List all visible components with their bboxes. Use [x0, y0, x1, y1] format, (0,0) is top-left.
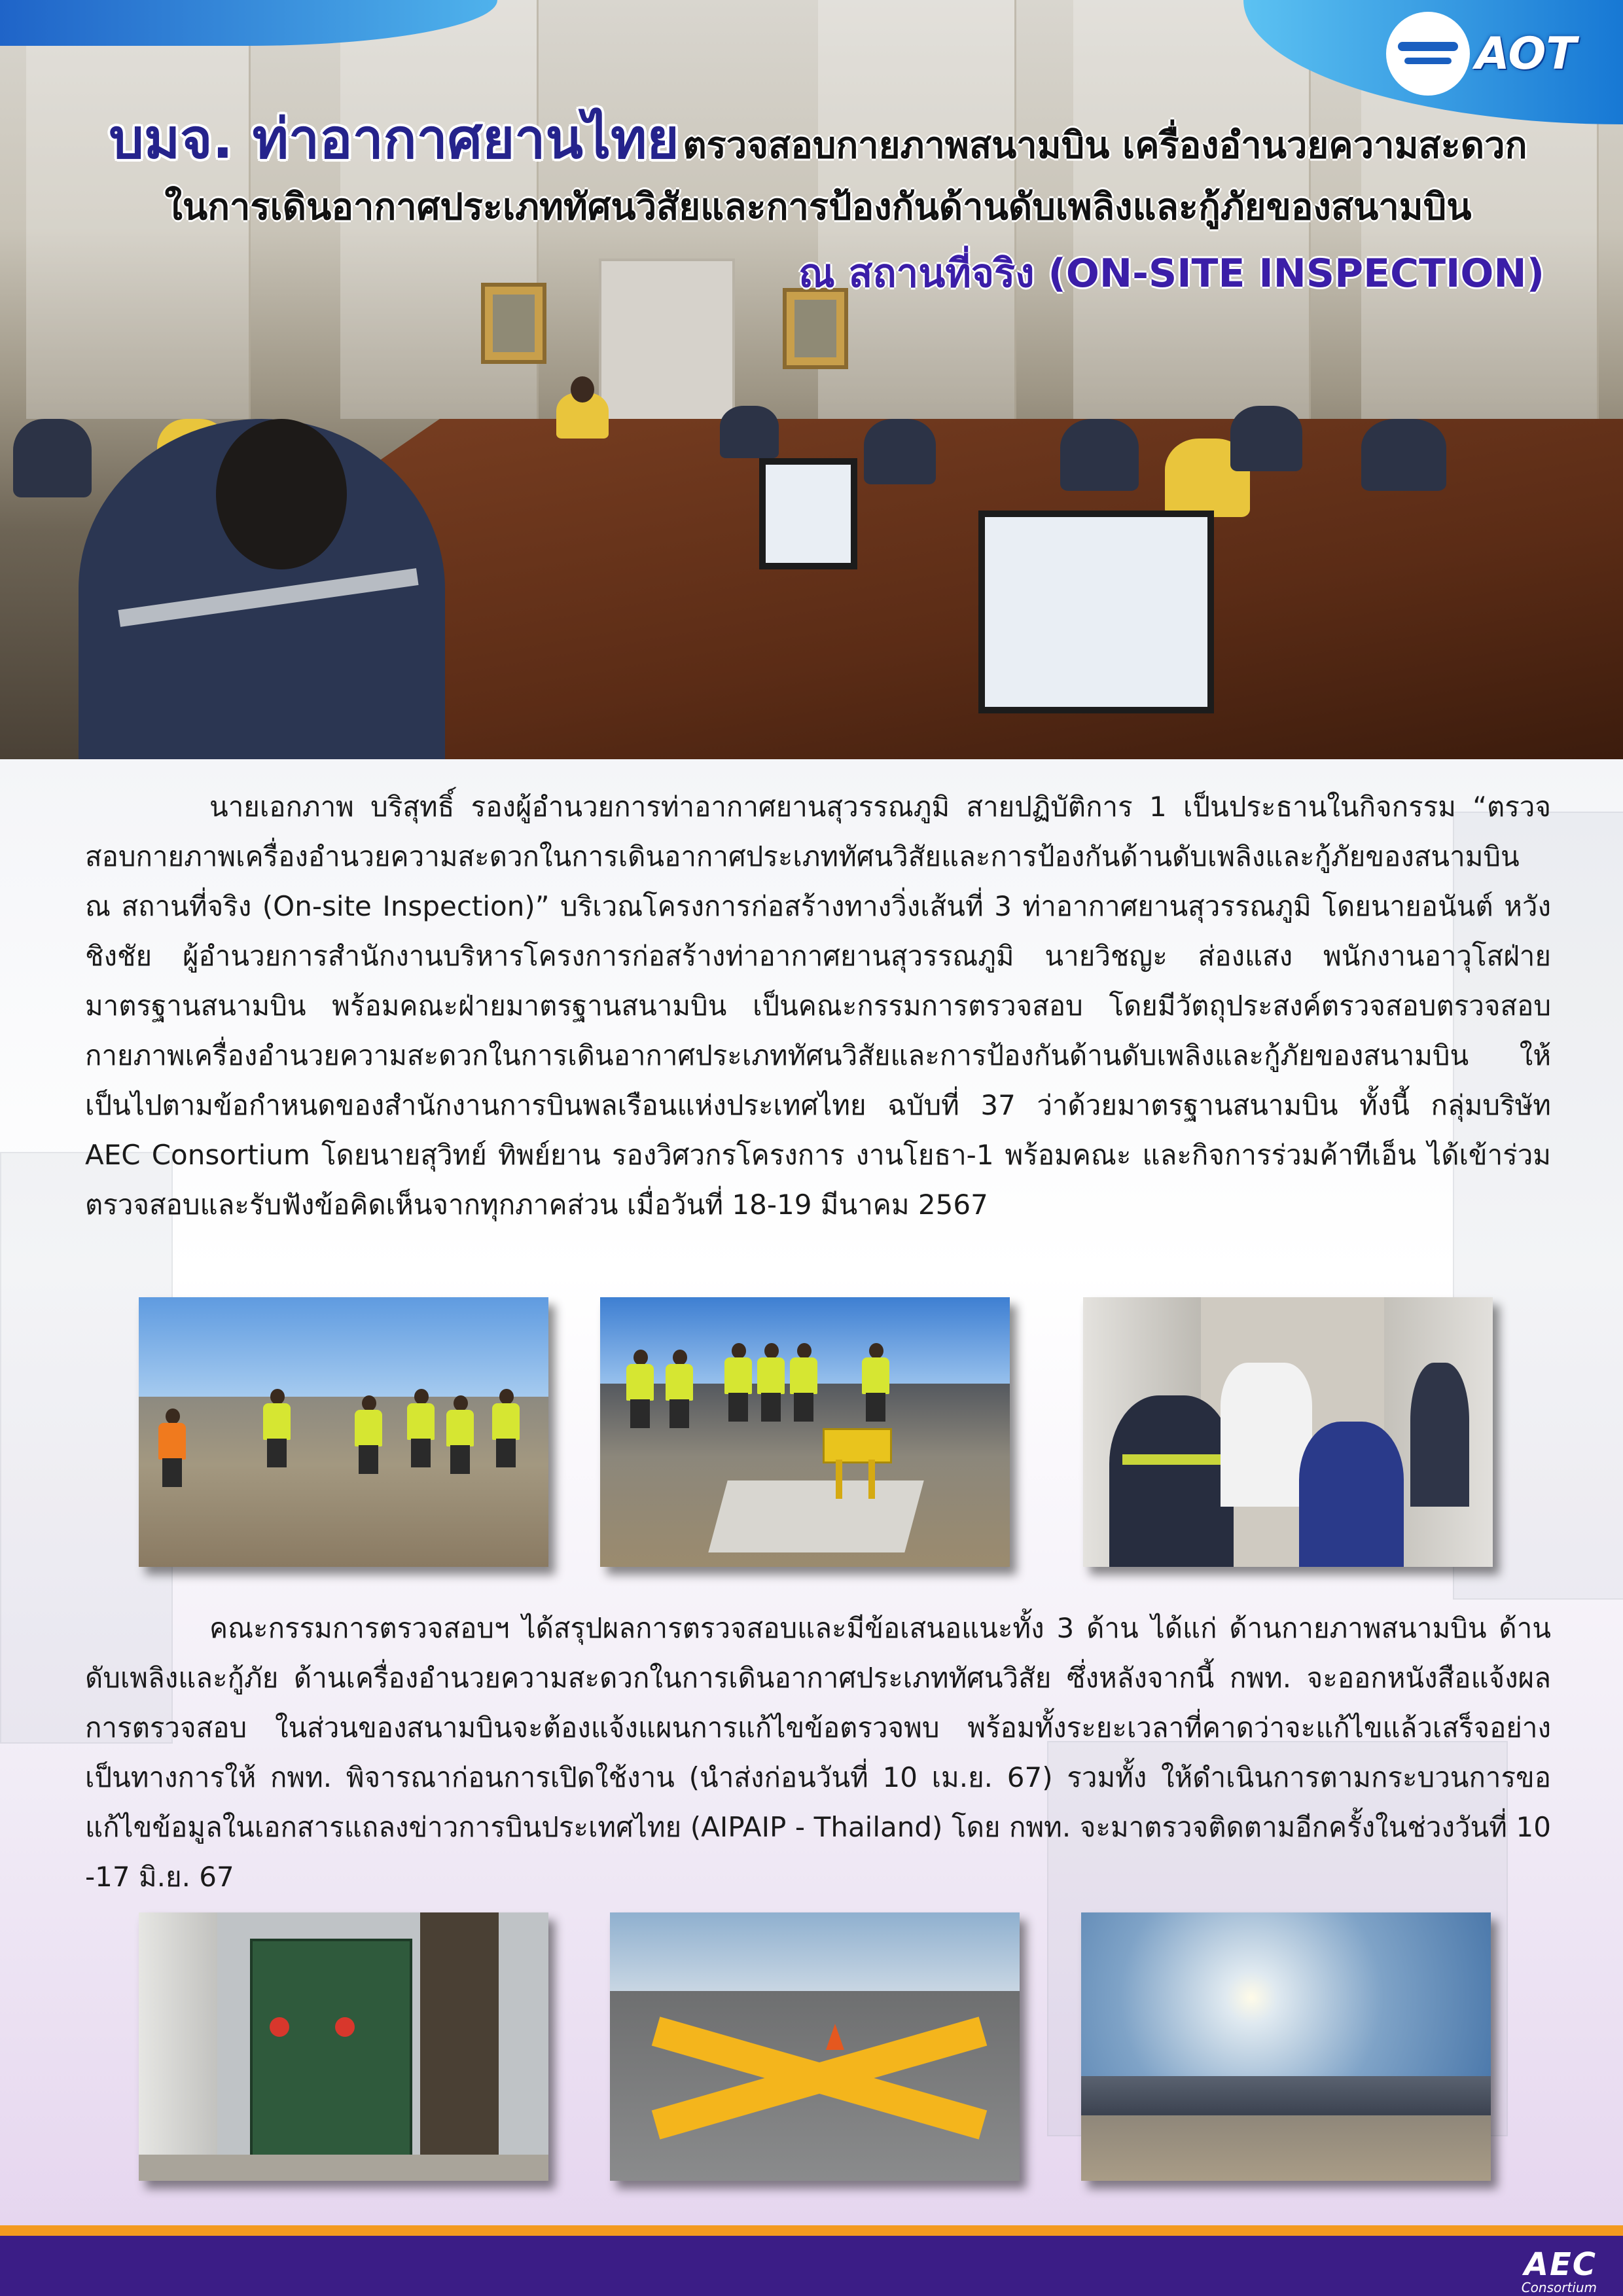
- inspector: [1109, 1395, 1234, 1567]
- green-control-cabinet: [250, 1939, 412, 2160]
- aec-consortium-logo: [1521, 2246, 1597, 2295]
- headline: [39, 105, 1597, 304]
- headline-line-3: ณ สถานที่จริง (ON-SITE INSPECTION): [798, 251, 1544, 296]
- attendee: [864, 419, 936, 484]
- headline-subject: ตรวจสอบกายภาพสนามบิน เครื่องอำนวยความสะดวก: [683, 124, 1527, 167]
- photo-sky: [139, 1297, 548, 1402]
- yellow-sign-box: [823, 1428, 892, 1463]
- attendee: [1230, 406, 1302, 471]
- aot-logo-text: AOT: [1475, 27, 1577, 80]
- terminal-building: [1081, 2076, 1491, 2115]
- worker: [492, 1389, 520, 1467]
- sign-leg: [868, 1460, 875, 1499]
- attendee: [1361, 419, 1446, 491]
- attendee: [720, 406, 779, 458]
- inspector: [1299, 1422, 1404, 1567]
- worker: [158, 1408, 186, 1487]
- photo-ground: [1081, 2115, 1491, 2181]
- attendee: [1060, 419, 1139, 491]
- photo-sky: [610, 1912, 1020, 1991]
- headline-line-1: [39, 105, 1597, 173]
- photo-ground: [139, 1397, 548, 1567]
- inspector: [1221, 1363, 1312, 1507]
- worker: [407, 1389, 435, 1467]
- red-button: [335, 2017, 355, 2037]
- photo-site-inspection-group: [139, 1297, 548, 1567]
- article-paragraph-1: นายเอกภาพ บริสุทธิ์ รองผู้อำนวยการท่าอากาศยานสุวรรณภูมิ สายปฏิบัติการ 1 เป็นประธานในกิจกรรม “ตรวจสอบกายภาพเครื่องอำนวยความสะดวกในการเดินอากาศประเภททัศนวิสัยและการป้องกันด้านดับเพลิงและกู้ภัยของสนามบิน ณ สถานที่จริง (On-site Inspection)” บริเวณโครงการก่อสร้างทางวิ่งเส้นที่ 3 ท่าอากาศยานสุวรรณภูมิ โดยนายอนันต์ หวังชิงชัย ผู้อำนวยการสำนักงานบริหารโครงการก่อสร้างท่าอากาศยานสุวรรณภูมิ นายวิชญะ ส่องแสง พนักงานอาวุโสฝ่ายมาตรฐานสนามบิน พร้อมคณะฝ่ายมาตรฐานสนามบิน เป็นคณะกรรมการตรวจสอบ โดยมีวัตถุประสงค์ตรวจสอบตรวจสอบกายภาพเครื่องอำนวยความสะดวกในการเดินอากาศประเภททัศนวิสัยและการป้องกันด้านดับเพลิงและกู้ภัยของสนามบิน ให้เป็นไปตามข้อกำหนดของสำนักงานการบินพลเรือนแห่งประเทศไทย ฉบับที่ 37 ว่าด้วยมาตรฐานสนามบิน ทั้งนี้ กลุ่มบริษัท AEC Consortium โดยนายสุวิทย์ ทิพย์ยาน รองวิศวกรโครงการ งานโยธา-1 พร้อมคณะ และกิจการร่วมค้าทีเอ็น ได้เข้าร่วมตรวจสอบและรับฟังข้อคิดเห็นจากทุกภาคส่วน เมื่อวันที่ 18-19 มีนาคม 2567: [85, 791, 1551, 1221]
- aot-emblem-icon: [1386, 12, 1470, 96]
- photo-terminal-building: [1081, 1912, 1491, 2181]
- worker: [666, 1350, 693, 1428]
- concrete-pad: [708, 1480, 923, 1552]
- cabinet-panel: [139, 1912, 217, 2181]
- monitor-screen: [978, 511, 1214, 713]
- headline-line-2: ในการเดินอากาศประเภททัศนวิสัยและการป้องกันด้านดับเพลิงและกู้ภัยของสนามบิน: [164, 186, 1472, 228]
- worker: [724, 1343, 752, 1422]
- footer-bar: [0, 2225, 1623, 2296]
- worker: [757, 1343, 785, 1422]
- inspector: [1410, 1363, 1469, 1507]
- aot-logo: [1386, 12, 1596, 96]
- photo-control-cabinet: [139, 1912, 548, 2181]
- worker: [790, 1343, 817, 1422]
- photo-runway-closed-marking: [610, 1912, 1020, 2181]
- worker: [355, 1395, 382, 1474]
- photo-electrical-room-inspection: [1083, 1297, 1493, 1567]
- aec-logo-text: AEC: [1524, 2246, 1597, 2283]
- foreground-attendee-head: [216, 419, 347, 569]
- floor: [139, 2155, 548, 2181]
- inspector-legs: [420, 1912, 499, 2155]
- photo-runway-sign-inspection: [600, 1297, 1010, 1567]
- aec-logo-subtext: Consortium: [1521, 2280, 1597, 2295]
- traffic-cone-icon: [826, 2024, 844, 2050]
- reflective-stripe: [1122, 1454, 1234, 1465]
- worker: [626, 1350, 654, 1428]
- photo-sky: [1081, 1912, 1491, 2083]
- sign-leg: [836, 1460, 842, 1499]
- worker: [862, 1343, 889, 1422]
- headline-organization: บมจ. ท่าอากาศยานไทย: [109, 107, 679, 171]
- attendee: [13, 419, 92, 497]
- article-paragraph-2: คณะกรรมการตรวจสอบฯ ได้สรุปผลการตรวจสอบและมีข้อเสนอแนะทั้ง 3 ด้าน ได้แก่ ด้านกายภาพสนามบิน ด้านดับเพลิงและกู้ภัย ด้านเครื่องอำนวยความสะดวกในการเดินอากาศประเภททัศนวิสัย ซึ่งหลังจากนี้ กพท. จะออกหนังสือแจ้งผลการตรวจสอบ ในส่วนของสนามบินจะต้องแจ้งแผนการแก้ไขข้อตรวจพบ พร้อมทั้งระยะเวลาที่คาดว่าจะแก้ไขแล้วเสร็จอย่างเป็นทางการให้ กพท. พิจารณาก่อนการเปิดใช้งาน (นำส่งก่อนวันที่ 10 เม.ย. 67) รวมทั้ง ให้ดำเนินการตามกระบวนการขอแก้ไขข้อมูลในเอกสารแถลงข่าวการบินประเทศไทย (AIPAIP - Thailand) โดย กพท. จะมาตรวจติดตามอีกครั้งในช่วงวันที่ 10 -17 มิ.ย. 67: [85, 1612, 1551, 1893]
- monitor-screen: [759, 458, 857, 569]
- attendee-head: [571, 376, 594, 403]
- worker: [446, 1395, 474, 1474]
- worker: [263, 1389, 291, 1467]
- red-button: [270, 2017, 289, 2037]
- footer-stripe: [0, 2225, 1623, 2236]
